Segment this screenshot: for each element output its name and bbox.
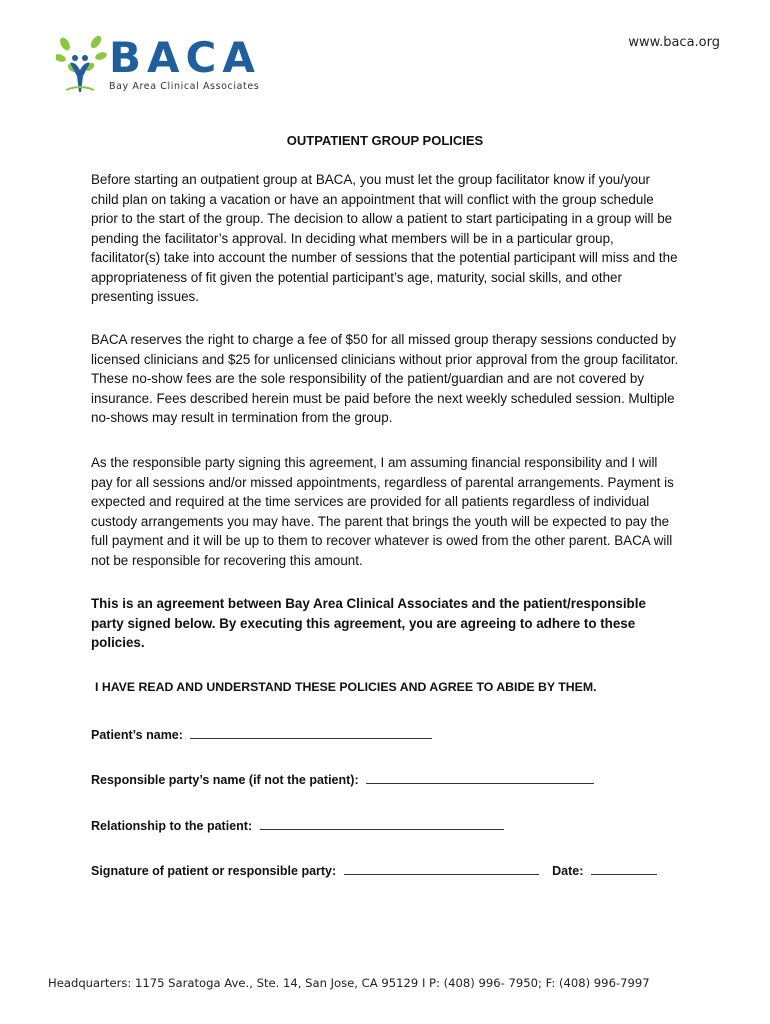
responsible-party-label: Responsible party’s name (if not the patient): (91, 773, 359, 787)
baca-logo (56, 34, 266, 96)
responsible-party-row (91, 771, 594, 787)
footer-contact: Headquarters: 1175 Saratoga Ave., Ste. 14, San Jose, CA 95129 I P: (408) 996- 7950; F: (408) 996-7997 (48, 976, 650, 990)
responsible-party-field[interactable] (366, 771, 594, 784)
patient-name-label: Patient’s name: (91, 728, 183, 742)
policy-paragraph-financial: As the responsible party signing this agreement, I am assuming financial responsibility and I will pay for all sessions and/or missed appointments, regardless of parental arrangements. Payment is expected and required at the time services are provided for all patients regardless of individual custody arrangements you may have. The parent that brings the youth will be expected to pay the full payment and it will be up to them to recover whatever is owed from the other parent. BACA will not be responsible for recovering this amount. (91, 455, 674, 568)
signature-label: Signature of patient or responsible party: (91, 864, 337, 878)
logo-subtitle: Bay Area Clinical Associates (109, 81, 260, 92)
signature-field[interactable] (344, 862, 539, 875)
relationship-label: Relationship to the patient: (91, 819, 253, 833)
logo-wordmark: BACA (109, 33, 261, 82)
date-label: Date: (552, 864, 584, 878)
policy-paragraph-agreement: This is an agreement between Bay Area Clinical Associates and the patient/responsible party signed below. By executing this agreement, you are agreeing to adhere to these policies. (91, 596, 646, 650)
patient-name-row (91, 726, 432, 742)
acknowledgement-statement: I HAVE READ AND UNDERSTAND THESE POLICIES AND AGREE TO ABIDE BY THEM. (95, 680, 597, 694)
signature-row (91, 862, 657, 878)
website-link[interactable]: www.baca.org (628, 35, 720, 50)
patient-name-field[interactable] (190, 726, 432, 739)
policy-paragraph-scheduling: Before starting an outpatient group at BACA, you must let the group facilitator know if you/your child plan on taking a vacation or have an appointment that will conflict with the group schedule prior to the start of the group. The decision to allow a patient to start participating in a group will be pending the facilitator’s approval. In deciding what members will be in a particular group, facilitator(s) take into account the number of sessions that the potential participant will miss and the appropriateness of fit given the potential participant’s age, maturity, social skills, and other presenting issues. (91, 172, 678, 304)
tree-people-icon (56, 34, 108, 94)
document-title: OUTPATIENT GROUP POLICIES (286, 133, 484, 148)
date-field[interactable] (591, 862, 657, 875)
relationship-row (91, 817, 504, 833)
policy-paragraph-fees: BACA reserves the right to charge a fee of $50 for all missed group therapy sessions conducted by licensed clinicians and $25 for unlicensed clinicians without prior approval from the group facilitator. These no-show fees are the sole responsibility of the patient/guardian and are not covered by insurance. Fees described herein must be paid before the next weekly scheduled session. Multiple no-shows may result in termination from the group. (91, 332, 679, 425)
relationship-field[interactable] (260, 817, 504, 830)
